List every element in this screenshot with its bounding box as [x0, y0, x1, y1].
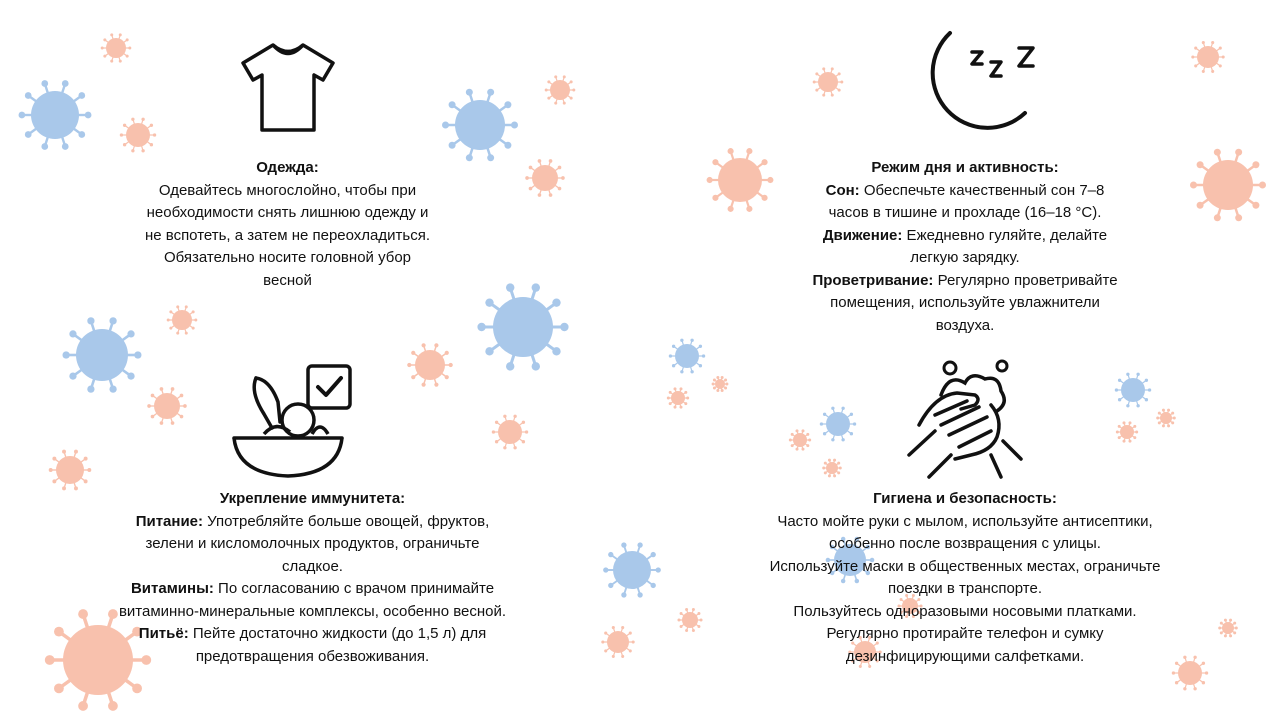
movement-line — [740, 225, 1190, 248]
vitamins-line: витаминно-минеральные комплексы, особенно весной. — [118, 602, 507, 620]
virus-particle — [1218, 619, 1238, 638]
clothing-line: Одевайтесь многослойно, чтобы при — [158, 181, 417, 199]
virus-particle — [1156, 409, 1176, 428]
ventilation-label: Проветривание: — [812, 271, 934, 289]
virus-particle — [167, 305, 198, 334]
ventilation-line — [740, 270, 1190, 293]
clothing-line: Обязательно носите головной убор — [163, 249, 412, 266]
moon-sleep-icon — [915, 28, 1045, 143]
virus-particle — [813, 67, 844, 96]
food-bowl-checkmark-icon — [228, 362, 358, 484]
virus-particle — [603, 542, 661, 597]
vitamins-label: Витамины: — [130, 580, 214, 597]
virus-particle — [1115, 373, 1151, 408]
clothing-line: весной — [263, 271, 312, 289]
hand-washing-icon — [905, 355, 1025, 480]
virus-particle — [1190, 149, 1266, 222]
hygiene-line: дезинфицирующими салфетками. — [845, 647, 1085, 665]
virus-particle — [492, 415, 528, 450]
virus-particle — [1116, 421, 1138, 442]
ventilation-line: воздуха. — [935, 316, 995, 334]
drinking-label: Питьё: — [138, 625, 189, 642]
vitamins-line — [70, 578, 555, 601]
daily-routine-heading: Режим дня и активность: — [871, 159, 1059, 176]
virus-particle — [669, 339, 705, 374]
hygiene-line: особенно после возвращения с улицы. — [829, 535, 1101, 552]
virus-particle — [477, 283, 568, 370]
virus-particle — [525, 159, 565, 197]
ventilation-text: Регулярно проветривайте — [933, 271, 1118, 289]
virus-particle — [712, 376, 729, 392]
hygiene-line: Используйте маски в общественных местах, ограничьте — [769, 557, 1161, 575]
sleep-line: часов в тишине и прохладе (16–18 °C). — [828, 204, 1102, 221]
nutrition-label: Питание: — [135, 512, 203, 530]
nutrition-text: Употребляйте больше овощей, фруктов, — [203, 512, 490, 530]
virus-particle — [407, 343, 453, 387]
movement-label: Движение: — [822, 226, 903, 244]
daily-routine-section — [740, 157, 1190, 337]
movement-text: Ежедневно гуляйте, делайте — [902, 226, 1108, 244]
drinking-line: предотвращения обезвоживания. — [195, 647, 430, 665]
virus-particle — [147, 387, 187, 425]
virus-particle — [62, 317, 141, 393]
tshirt-icon — [238, 40, 338, 135]
drinking-text: Пейте достаточно жидкости (до 1,5 л) для — [188, 625, 487, 642]
movement-line: легкую зарядку. — [910, 249, 1020, 266]
virus-particle — [601, 626, 634, 658]
virus-particle — [442, 89, 518, 162]
nutrition-line — [70, 511, 555, 534]
clothing-section — [95, 157, 480, 292]
virus-particle — [101, 33, 132, 62]
sleep-label: Сон: — [825, 181, 860, 199]
ventilation-line: помещения, используйте увлажнители — [830, 294, 1100, 311]
immunity-heading: Укрепление иммунитета: — [219, 490, 406, 507]
clothing-line: не вспотеть, а затем не переохладиться. — [144, 226, 431, 244]
clothing-line: необходимости снять лишнюю одежду и — [146, 204, 429, 221]
sleep-line — [740, 180, 1190, 203]
virus-particle — [1191, 41, 1224, 73]
virus-particle — [49, 450, 92, 491]
nutrition-line: сладкое. — [282, 557, 343, 575]
hygiene-line: Пользуйтесь одноразовыми носовыми платками. — [793, 602, 1137, 620]
virus-particle — [19, 80, 92, 150]
nutrition-line: зелени и кисломолочных продуктов, ограничьте — [145, 535, 480, 552]
hygiene-line: Регулярно протирайте телефон и сумку — [826, 625, 1104, 642]
virus-particle — [677, 608, 702, 632]
clothing-heading: Одежда: — [256, 159, 319, 176]
hygiene-line: Часто мойте руки с мылом, используйте антисептики, — [777, 512, 1153, 530]
virus-particle — [789, 429, 811, 450]
immunity-section — [70, 488, 555, 668]
virus-particle — [545, 75, 576, 104]
virus-particle — [120, 118, 156, 153]
vitamins-text: По согласованию с врачом принимайте — [213, 580, 495, 597]
virus-particle — [820, 407, 856, 442]
virus-particle — [822, 459, 842, 478]
hygiene-heading: Гигиена и безопасность: — [873, 490, 1057, 507]
drinking-line — [70, 623, 555, 646]
sleep-text: Обеспечьте качественный сон 7–8 — [859, 181, 1105, 199]
hygiene-section — [720, 488, 1210, 668]
virus-particle — [667, 387, 689, 408]
hygiene-line: поездки в транспорте. — [887, 580, 1043, 597]
